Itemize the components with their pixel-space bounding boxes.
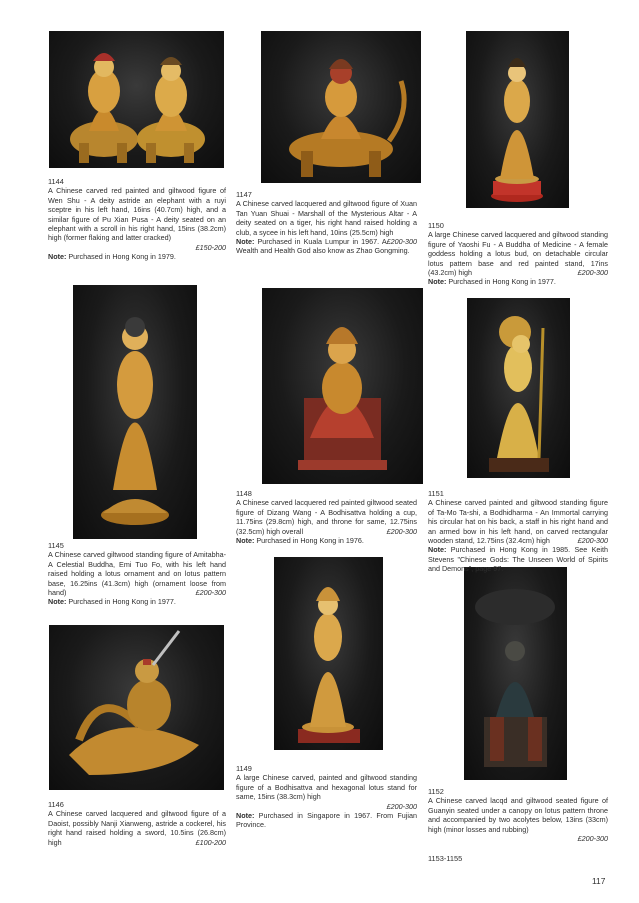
note-label: Note: xyxy=(48,252,67,262)
lot-estimate: £150-200 xyxy=(195,242,226,252)
bodhisattva-figure-image xyxy=(274,557,383,750)
lot-description xyxy=(48,809,226,847)
photo-lot-1145 xyxy=(73,285,197,539)
lot-number: 1152 xyxy=(428,787,444,796)
lot-number: 1144 xyxy=(48,177,64,186)
note-text: Purchased in Hong Kong in 1979. xyxy=(68,252,176,262)
ta-mo-figure-image xyxy=(467,298,570,478)
lot-estimate: £200-300 xyxy=(386,526,417,536)
photo-lot-1149 xyxy=(274,557,383,750)
lot-1147 xyxy=(236,190,417,256)
lot-number: 1150 xyxy=(428,221,444,230)
note-text: Purchased in Singapore in 1967. From Fujian Province. xyxy=(236,811,417,830)
dizang-wang-figure-image xyxy=(262,288,423,484)
lot-estimate: £200-300 xyxy=(386,237,417,247)
page-number: 117 xyxy=(592,876,606,886)
lot-estimate: £200-300 xyxy=(577,834,608,844)
lot-description: A large Chinese carved, painted and giltwood standing figure of a Bodhisattva and hexagonal lotus stand for same, 15ins (38.3cm) high xyxy=(236,773,417,802)
lot-range-label: 1153-1155 xyxy=(428,854,463,863)
lot-number: 1149 xyxy=(236,764,252,773)
photo-lot-1148 xyxy=(262,288,423,484)
lot-1149 xyxy=(236,764,417,830)
daoist-on-cockerel-image xyxy=(49,625,224,790)
guanyin-canopy-figure-image xyxy=(464,567,567,780)
lot-description xyxy=(48,550,226,597)
note-text: Purchased in Hong Kong in 1985. See Keith Stevens "Chinese Gods: The Unseen World of Spirits and Demons", page 97. xyxy=(428,545,609,574)
lot-number: 1147 xyxy=(236,190,252,199)
lot-description-text: A Chinese carved lacquered and giltwood figure of a Daoist, possibly Nanji Xianweng, astride a cockerel, his right hand raised holding a sword, 10.5ins (26.8cm) high xyxy=(48,809,226,847)
lot-description: A Chinese carved lacqd and giltwood seated figure of Guanyin seated under a canopy on lotus pattern throne and accompanied by two acolytes below, 13ins (33cm) high (minor losses and rubbing) xyxy=(428,796,608,834)
note-label: Note: xyxy=(236,536,255,546)
lot-number: 1148 xyxy=(236,489,252,498)
lot-number: 1146 xyxy=(48,800,64,809)
lot-description-text: A large Chinese carved lacquered and giltwood standing figure of Yaoshi Fu - A Buddha of Medicine - A female goddess holding a lotus bud, on detachable circular lotus pattern base and red painted stand, 17ins (43.2cm) high xyxy=(428,230,608,278)
lot-estimate: £200-300 xyxy=(577,268,608,278)
lot-description xyxy=(428,230,608,277)
lot-number: 1145 xyxy=(48,541,64,550)
lot-note xyxy=(236,811,417,830)
figures-on-elephants-image xyxy=(49,31,224,168)
lot-description xyxy=(236,498,417,536)
note-label: Note: xyxy=(236,811,255,821)
lot-estimate: £100-200 xyxy=(195,837,226,847)
note-text: Purchased in Hong Kong in 1976. xyxy=(256,536,364,546)
photo-lot-1150 xyxy=(466,31,569,208)
note-label: Note: xyxy=(428,545,447,555)
lot-description-text: A Chinese carved lacquered and giltwood figure of Xuan Tan Yuan Shuai - Marshall of the Mysterious Altar - A deity seated on a tiger, his right hand raised holding a club, a sycee in his left hand, 10ins (25.5cm) high xyxy=(236,199,417,237)
lot-estimate: £200-300 xyxy=(577,536,608,546)
yaoshi-fu-figure-image xyxy=(466,31,569,208)
lot-estimate: £200-300 xyxy=(386,801,417,811)
lot-1145 xyxy=(48,541,226,607)
lot-note xyxy=(48,597,226,606)
note-text: Purchased in Hong Kong in 1977. xyxy=(68,597,176,607)
note-label: Note: xyxy=(48,597,67,607)
lot-note xyxy=(428,545,608,573)
photo-lot-1144 xyxy=(49,31,224,168)
note-text: Purchased in Hong Kong in 1977. xyxy=(448,277,556,287)
lot-1150 xyxy=(428,221,608,287)
photo-lot-1146 xyxy=(49,625,224,790)
lot-description xyxy=(428,498,608,545)
lot-estimate: £200-300 xyxy=(195,588,226,598)
photo-lot-1147 xyxy=(261,31,421,183)
photo-lot-1151 xyxy=(467,298,570,478)
note-label: Note: xyxy=(236,237,255,247)
lot-description-text: A Chinese carved lacquered red painted giltwood seated figure of Dizang Wang - A Bodhisattva holding a cup, 11.75ins (29.8cm) high, and throne for same, 12.75ins (32.5cm) high overall xyxy=(236,498,417,536)
lot-1146 xyxy=(48,800,226,847)
lot-description-text: A Chinese carved painted and giltwood standing figure of Ta-Mo Ta-shi, a Bodhidharma - An Immortal carrying his circular hat on his back, a staff in his right hand and an armed bow in his left hand, on carved rectangular wooden stand, 12.75ins (32.4cm) high xyxy=(428,498,608,546)
note-text: Purchased in Kuala Lumpur in 1967. A Wealth and Health God also know as Zhao Gongming. xyxy=(236,237,410,256)
lot-note xyxy=(428,277,608,286)
lot-1152 xyxy=(428,787,608,843)
lot-description-text: A Chinese carved giltwood standing figure of Amitabha- A Celestial Buddha, Emi Tuo Fo, with his left hand raised holding a lotus ornament and on lotus pattern base, 16.25ins (41.3cm) high (ornament loose from hand) xyxy=(48,550,226,598)
lot-1144 xyxy=(48,177,226,262)
lot-1148 xyxy=(236,489,417,545)
photo-lot-1152 xyxy=(464,567,567,780)
note-label: Note: xyxy=(428,277,447,287)
lot-description: A Chinese carved red painted and giltwood figure of Wen Shu - A deity astride an elephant with a ruyi sceptre in his left hand, 16ins (40.7cm) high, and a similar figure of Pu Xian Pusa - A deity seated on an elephant with a scroll in his right hand, 15ins (38.2cm) high (former flaking and latter cracked) xyxy=(48,186,226,243)
deity-on-tiger-image xyxy=(261,31,421,183)
lot-note xyxy=(236,536,417,545)
lot-number: 1151 xyxy=(428,489,444,498)
lot-1151 xyxy=(428,489,608,574)
lot-note xyxy=(48,252,226,261)
amitabha-figure-image xyxy=(73,285,197,539)
